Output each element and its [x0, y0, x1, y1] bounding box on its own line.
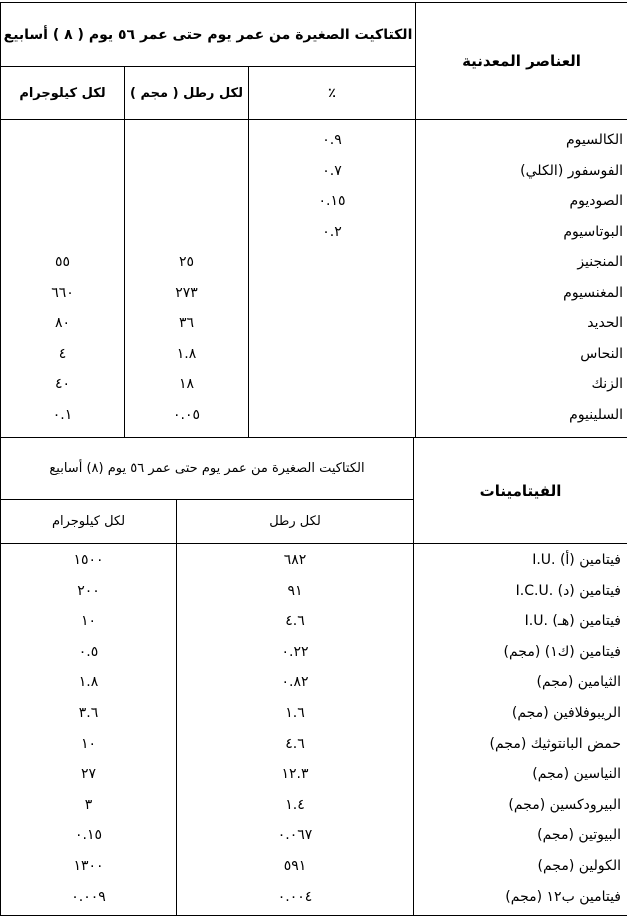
minerals-group-header: الكتاكيت الصغيرة من عمر يوم حتى عمر ٥٦ يوم ( ٨ ) أسابيع	[1, 3, 416, 67]
mineral-per-kg-cell: ٤	[1, 339, 124, 370]
mineral-per-kg-cell: ٨٠	[1, 308, 124, 339]
vitamin-per-lb-cell: ١٢.٣	[177, 759, 413, 790]
vitamin-name-cell: حمض البانتوثيك (مجم)	[414, 729, 627, 760]
vitamin-per-kg-cell: ١.٨	[1, 667, 176, 698]
mineral-per-kg-cell	[1, 217, 124, 248]
vitamin-per-kg-cell: ١٥٠٠	[1, 545, 176, 576]
mineral-per-lb-cell: ١.٨	[125, 339, 248, 370]
minerals-section-title: العناصر المعدنية	[416, 3, 627, 120]
minerals-per-lb-column	[125, 120, 249, 438]
mineral-name-cell: السلينيوم	[416, 400, 627, 431]
mineral-per-kg-cell: ٦٦٠	[1, 278, 124, 309]
vitamin-per-kg-cell: ٣.٦	[1, 698, 176, 729]
vitamins-group-header: الكتاكيت الصغيرة من عمر يوم حتى عمر ٥٦ يوم (٨) أسابيع	[1, 438, 414, 500]
mineral-per-lb-cell	[125, 217, 248, 248]
vitamins-col-per-lb: لكل رطل	[177, 500, 414, 544]
vitamin-per-lb-cell: ٩١	[177, 576, 413, 607]
mineral-percent-cell	[249, 369, 415, 400]
mineral-per-lb-cell	[125, 156, 248, 187]
mineral-name-cell: الصوديوم	[416, 186, 627, 217]
mineral-percent-cell: ٠.٢	[249, 217, 415, 248]
mineral-percent-cell	[249, 339, 415, 370]
vitamin-per-lb-cell: ٠.٨٢	[177, 667, 413, 698]
vitamin-per-lb-cell: ٠.٠٦٧	[177, 820, 413, 851]
vitamin-name-cell: البيوتين (مجم)	[414, 820, 627, 851]
mineral-name-cell: الكالسيوم	[416, 125, 627, 156]
vitamin-name-cell: فيتامين (ك١) (مجم)	[414, 637, 627, 668]
minerals-table	[0, 2, 627, 438]
mineral-per-kg-cell: ٠.١	[1, 400, 124, 431]
vitamin-per-kg-cell: ٢٧	[1, 759, 176, 790]
mineral-name-cell: الحديد	[416, 308, 627, 339]
vitamins-section-title: الفيتامينات	[414, 438, 627, 544]
minerals-percent-column	[249, 120, 416, 438]
vitamin-name-cell: الريبوفلافين (مجم)	[414, 698, 627, 729]
mineral-per-lb-cell: ٢٧٣	[125, 278, 248, 309]
minerals-col-percent: ٪	[249, 67, 416, 120]
mineral-per-kg-cell	[1, 186, 124, 217]
mineral-per-lb-cell: ٣٦	[125, 308, 248, 339]
vitamins-per-kg-column	[1, 544, 177, 916]
mineral-per-kg-cell: ٤٠	[1, 369, 124, 400]
vitamin-per-lb-cell: ٤.٦	[177, 729, 413, 760]
vitamin-name-cell: الكولين (مجم)	[414, 851, 627, 882]
vitamin-name-cell: فيتامين (هـ) .I.U	[414, 606, 627, 637]
vitamin-per-kg-cell: ٠.٠٠٩	[1, 882, 176, 913]
vitamins-table	[0, 437, 627, 916]
vitamin-name-cell: فيتامين ب١٢ (مجم)	[414, 882, 627, 913]
minerals-col-per-lb: لكل رطل ( مجم )	[125, 67, 249, 120]
minerals-col-per-kg: لكل كيلوجرام	[1, 67, 125, 120]
minerals-per-kg-column	[1, 120, 125, 438]
vitamin-per-lb-cell: ٥٩١	[177, 851, 413, 882]
vitamin-per-kg-cell: ٢٠٠	[1, 576, 176, 607]
mineral-per-lb-cell: ٠.٠٥	[125, 400, 248, 431]
mineral-name-cell: النحاس	[416, 339, 627, 370]
mineral-name-cell: المغنسيوم	[416, 278, 627, 309]
mineral-per-lb-cell: ٢٥	[125, 247, 248, 278]
mineral-percent-cell: ٠.١٥	[249, 186, 415, 217]
vitamin-per-kg-cell: ١٣٠٠	[1, 851, 176, 882]
vitamin-name-cell: فيتامين (أ) .I.U	[414, 545, 627, 576]
vitamin-per-kg-cell: ٣	[1, 790, 176, 821]
mineral-percent-cell	[249, 308, 415, 339]
mineral-name-cell: المنجنيز	[416, 247, 627, 278]
vitamin-name-cell: النياسين (مجم)	[414, 759, 627, 790]
mineral-per-lb-cell	[125, 186, 248, 217]
vitamin-per-lb-cell: ١.٤	[177, 790, 413, 821]
mineral-name-cell: الفوسفور (الكلي)	[416, 156, 627, 187]
vitamin-per-kg-cell: ١٠	[1, 606, 176, 637]
mineral-percent-cell	[249, 400, 415, 431]
vitamin-per-lb-cell: ٤.٦	[177, 606, 413, 637]
vitamins-col-per-kg: لكل كيلوجرام	[1, 500, 177, 544]
mineral-per-lb-cell	[125, 125, 248, 156]
vitamin-per-lb-cell: ١.٦	[177, 698, 413, 729]
minerals-name-column	[416, 120, 627, 438]
vitamin-name-cell: البيرودكسين (مجم)	[414, 790, 627, 821]
mineral-name-cell: الزنك	[416, 369, 627, 400]
vitamins-name-column	[414, 544, 627, 916]
vitamin-per-lb-cell: ٦٨٢	[177, 545, 413, 576]
vitamin-per-kg-cell: ١٠	[1, 729, 176, 760]
vitamin-per-kg-cell: ٠.٥	[1, 637, 176, 668]
mineral-per-kg-cell: ٥٥	[1, 247, 124, 278]
mineral-percent-cell: ٠.٧	[249, 156, 415, 187]
mineral-percent-cell	[249, 247, 415, 278]
vitamin-name-cell: فيتامين (د) .I.C.U	[414, 576, 627, 607]
mineral-per-kg-cell	[1, 125, 124, 156]
mineral-percent-cell: ٠.٩	[249, 125, 415, 156]
vitamin-name-cell: الثيامين (مجم)	[414, 667, 627, 698]
mineral-per-kg-cell	[1, 156, 124, 187]
mineral-name-cell: البوتاسيوم	[416, 217, 627, 248]
vitamins-per-lb-column	[177, 544, 414, 916]
vitamin-per-kg-cell: ٠.١٥	[1, 820, 176, 851]
mineral-per-lb-cell: ١٨	[125, 369, 248, 400]
vitamin-per-lb-cell: ٠.٠٠٤	[177, 882, 413, 913]
vitamin-per-lb-cell: ٠.٢٢	[177, 637, 413, 668]
mineral-percent-cell	[249, 278, 415, 309]
